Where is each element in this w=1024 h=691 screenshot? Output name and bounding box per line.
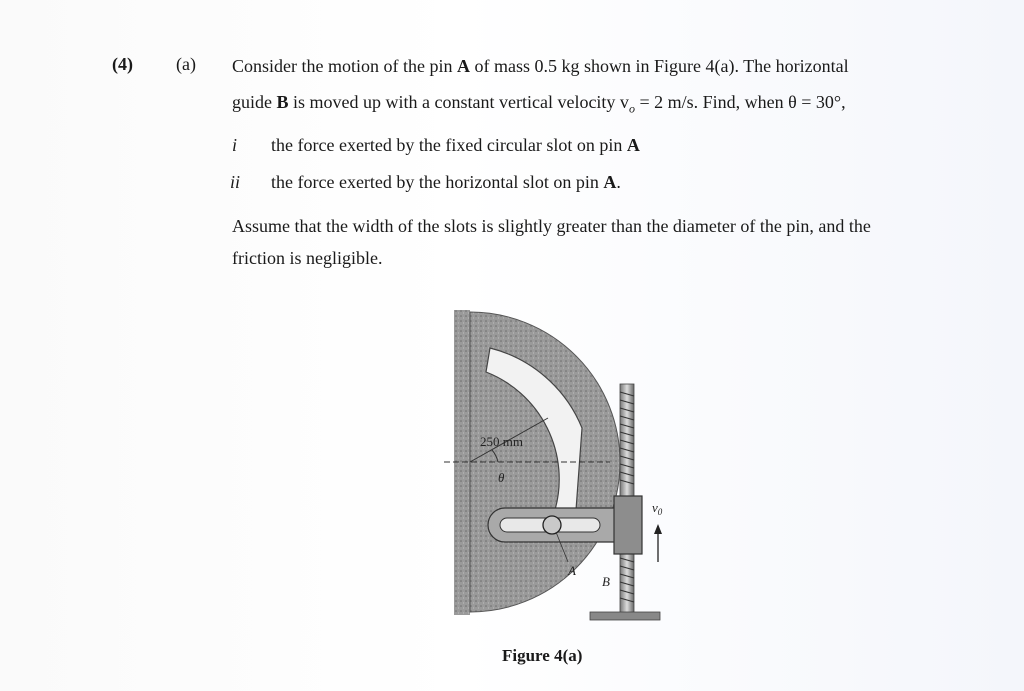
item-ii-text: the force exerted by the horizontal slot on pin: [271, 172, 604, 192]
pin-a: [543, 516, 561, 534]
rod-base: [590, 612, 660, 620]
item-i-text: the force exerted by the fixed circular slot on pin: [271, 135, 627, 155]
figure-4a-diagram: [430, 300, 710, 640]
line1-pin-a: A: [456, 56, 470, 76]
guide-b-label: B: [602, 574, 610, 589]
item-marker-ii: ii: [230, 172, 241, 192]
item-marker-i: i: [232, 135, 238, 155]
figure-caption: Figure 4(a): [502, 646, 583, 665]
item-i-bold: A: [626, 135, 640, 155]
assume-line-1: Assume that the width of the slots is slightly greater than the diameter of the pin, and the: [232, 216, 871, 236]
item-ii-bold: A: [603, 172, 617, 192]
velocity-label: [652, 500, 663, 517]
line1-text-a: Consider the motion of the pin: [232, 56, 457, 76]
question-line-1: [232, 56, 849, 77]
item-ii-after: .: [616, 172, 621, 192]
velocity-arrowhead: [654, 524, 662, 534]
velocity-symbol: v: [652, 500, 658, 515]
line1-text-b: of mass 0.5 kg shown in Figure 4(a). The horizontal: [469, 56, 849, 76]
line2-subscript: o: [628, 101, 635, 116]
theta-label: θ: [498, 470, 505, 485]
line2-text-c: = 2 m/s. Find, when θ = 30°,: [634, 92, 846, 112]
assume-line-2: friction is negligible.: [232, 248, 383, 268]
question-number: (4): [112, 54, 133, 74]
question-line-2: [232, 92, 846, 117]
radius-label: 250 mm: [480, 434, 523, 449]
line2-text-a: guide: [232, 92, 277, 112]
guide-collar: [614, 496, 642, 554]
item-text-i: [271, 135, 640, 156]
velocity-subscript: 0: [657, 507, 663, 517]
line2-guide-b: B: [276, 92, 289, 112]
pin-a-label: A: [568, 563, 576, 578]
part-label: (a): [176, 54, 196, 74]
line2-text-b: is moved up with a constant vertical velocity v: [288, 92, 629, 112]
item-text-ii: [271, 172, 621, 193]
